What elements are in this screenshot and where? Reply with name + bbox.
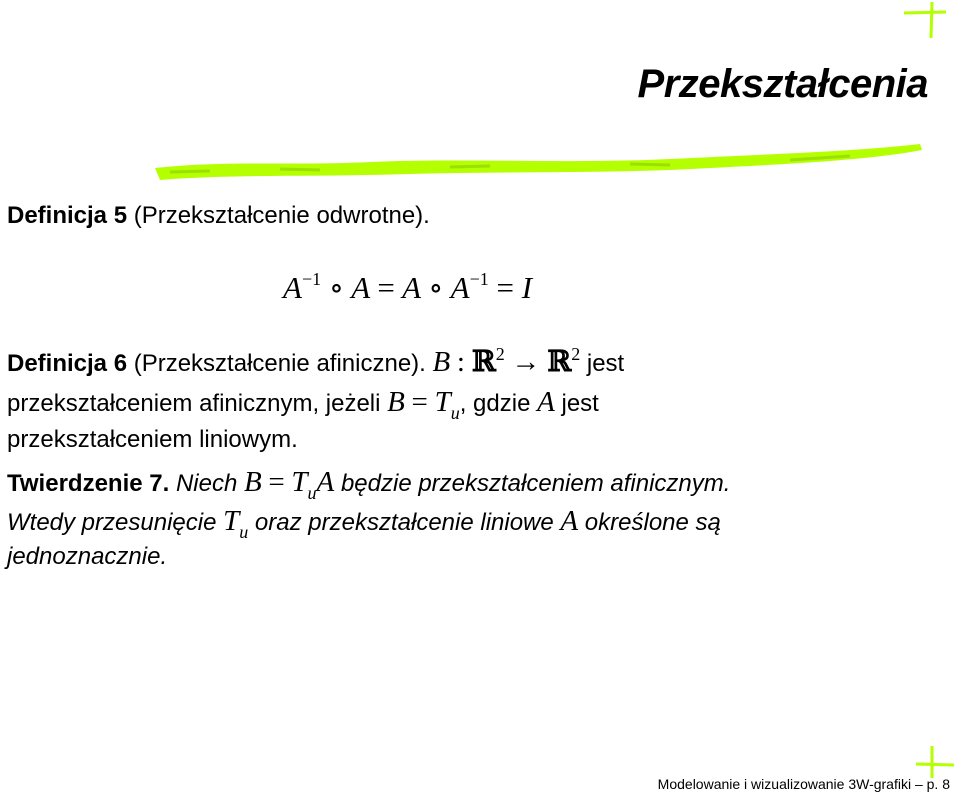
thm7-b: B	[243, 466, 262, 498]
inverse-equation	[283, 270, 532, 306]
def6-equals: =	[411, 386, 428, 418]
title-underline-brush	[150, 138, 930, 198]
def6-sup1: 2	[495, 344, 505, 364]
def6-t: T	[434, 386, 451, 418]
theorem-7-line-1	[7, 466, 731, 503]
theorem-7-line-3: jednoznacznie.	[7, 543, 168, 570]
slide-title: Przekształcenia	[637, 62, 928, 106]
def6-arrow: →	[511, 346, 541, 378]
eq-equals1: =	[377, 270, 395, 305]
def6-b: B	[432, 346, 451, 378]
thm7-wtedy: Wtedy przesunięcie	[7, 509, 217, 536]
definition-5-label: Definicja 5	[7, 202, 128, 229]
definition-5	[7, 204, 430, 228]
definition-6-line-1	[7, 344, 625, 378]
eq-a2: A	[351, 270, 370, 305]
eq-sup1: −1	[301, 268, 322, 289]
def6-a2: A	[537, 386, 555, 418]
def6-sup2: 2	[571, 344, 581, 364]
def6-line2-text: przekształceniem afinicznym, jeżeli	[7, 390, 381, 417]
theorem-7-label: Twierdzenie 7.	[7, 470, 170, 497]
def6-b2: B	[387, 386, 405, 418]
thm7-sub-u2: u	[239, 521, 249, 542]
eq-a4: A	[450, 270, 470, 305]
def6-r2: ℝ	[547, 344, 572, 378]
def6-jest2: jest	[561, 390, 599, 417]
eq-a3: A	[402, 270, 421, 305]
def6-colon: :	[456, 346, 465, 378]
eq-sup2: −1	[469, 268, 489, 289]
thm7-sub-u: u	[307, 482, 317, 503]
def6-r1: ℝ	[471, 344, 496, 378]
thm7-okreslone: określone są	[584, 509, 721, 536]
thm7-line1-post: będzie przekształceniem afinicznym.	[340, 470, 731, 497]
eq-identity: I	[521, 270, 533, 305]
def6-gdzie: , gdzie	[459, 390, 531, 417]
definition-6-line-2	[7, 386, 599, 423]
thm7-t2: T	[223, 505, 240, 537]
thm7-niech: Niech	[175, 470, 238, 497]
thm7-a2: A	[560, 505, 579, 537]
theorem-7-line-2	[7, 505, 721, 542]
eq-circ1: ∘	[328, 270, 345, 305]
def6-jest1: jest	[586, 350, 625, 377]
thm7-oraz: oraz przekształcenie liniowe	[254, 509, 554, 536]
slide-footer: Modelowanie i wizualizowanie 3W-grafiki – p. 8	[657, 776, 950, 792]
eq-equals2: =	[496, 270, 514, 305]
definition-6-label: Definicja 6	[7, 350, 128, 377]
thm7-equals: =	[268, 466, 285, 498]
definition-6-text: (Przekształcenie afiniczne).	[133, 350, 426, 377]
thm7-a: A	[316, 466, 335, 498]
eq-a1: A	[283, 270, 302, 305]
thm7-t: T	[291, 466, 308, 498]
definition-6-line-3: przekształceniem liniowym.	[7, 426, 298, 453]
eq-circ2: ∘	[428, 270, 444, 305]
def6-sub-u: u	[450, 402, 460, 423]
corner-crosshair-top-icon	[898, 0, 960, 40]
definition-5-text: (Przekształcenie odwrotne).	[133, 202, 430, 229]
